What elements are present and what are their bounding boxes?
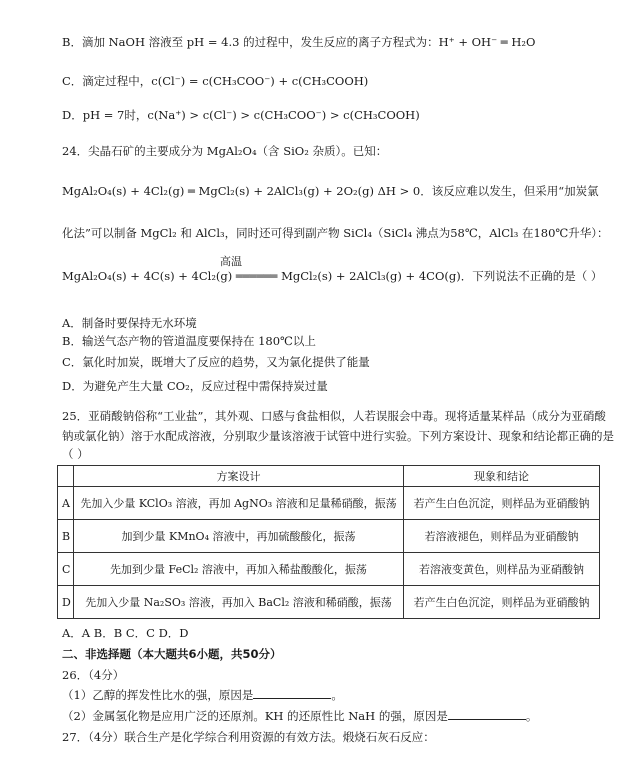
question-27-stem: 27．（4分）联合生产是化学综合利用资源的有效方法。煅烧石灰石反应： (62, 730, 435, 744)
question-25-line2: 钠或氯化钠）溶于水配成溶液，分别取少量该溶液于试管中进行实验。下列方案设计、现象和结论都正确的是 (62, 429, 614, 443)
answer-blank[interactable] (253, 687, 331, 699)
plan-cell: 加到少量 KMnO₄ 溶液中，再加硫酸酸化，振荡 (74, 520, 404, 553)
question-25-choice-bracket: （ ） (62, 447, 89, 461)
table-header-cell (58, 466, 74, 487)
row-label: B (58, 520, 74, 553)
question-26-part-2 (62, 708, 537, 724)
result-cell: 若产生白色沉淀，则样品为亚硝酸钠 (404, 586, 600, 619)
result-cell: 若产生白色沉淀，则样品为亚硝酸钠 (404, 487, 600, 520)
row-label: D (58, 586, 74, 619)
table-row (58, 487, 600, 520)
equation-1: MgAl₂O₄(s) + 4Cl₂(g) ═ MgCl₂(s) + 2AlCl₃(g) + 2O₂(g) ΔH > 0．该反应难以发生，但采用“加炭氯 (62, 184, 599, 198)
q24-option-b: B．输送气态产物的管道温度要保持在 180℃以上 (62, 334, 316, 348)
answer-blank[interactable] (448, 708, 526, 720)
result-cell: 若溶液褪色，则样品为亚硝酸钠 (404, 520, 600, 553)
part-2-text: （2）金属氢化物是应用广泛的还原剂。KH 的还原性比 NaH 的强，原因是 (62, 709, 448, 723)
table-row (58, 586, 600, 619)
q25-answer-options: A．A B．B C．C D．D (62, 626, 189, 640)
option-d-prev: D．pH = 7时，c(Na⁺) > c(Cl⁻) > c(CH₃COO⁻) > c(CH₃COOH) (62, 108, 420, 122)
table-header-cell: 方案设计 (74, 466, 404, 487)
question-25-line1: 25．亚硝酸钠俗称“工业盐”，其外观、口感与食盐相似，人若误服会中毒。现将适量某样品（成分为亚硝酸 (62, 409, 606, 423)
q24-option-c: C．氯化时加炭，既增大了反应的趋势，又为氯化提供了能量 (62, 355, 370, 369)
q24-option-d: D．为避免产生大量 CO₂，反应过程中需保持炭过量 (62, 379, 328, 393)
result-cell: 若溶液变黄色，则样品为亚硝酸钠 (404, 553, 600, 586)
condition-high-temp: 高温 (220, 255, 242, 268)
part-2-end: 。 (525, 709, 538, 723)
equation-2: MgAl₂O₄(s) + 4C(s) + 4Cl₂(g) ══════ MgCl₂(s) + 2AlCl₃(g) + 4CO(g)．下列说法不正确的是（ ） (62, 269, 603, 283)
equation-1-text: 化法”可以制备 MgCl₂ 和 AlCl₃，同时还可得到副产物 SiCl₄（SiCl₄ 沸点为58℃，AlCl₃ 在180℃升华）： (62, 226, 609, 240)
table-row (58, 520, 600, 553)
table-row (58, 553, 600, 586)
plan-cell: 先加入少量 KClO₃ 溶液，再加 AgNO₃ 溶液和足量稀硝酸，振荡 (74, 487, 404, 520)
question-26-stem: 26．（4分） (62, 668, 125, 682)
table-header-row (58, 466, 600, 487)
q24-option-a: A．制备时要保持无水环境 (62, 316, 197, 330)
part-1-text: （1）乙醇的挥发性比水的强，原因是 (62, 688, 254, 702)
part-1-end: 。 (331, 688, 343, 702)
plan-cell: 先加入少量 Na₂SO₃ 溶液，再加入 BaCl₂ 溶液和稀硝酸，振荡 (74, 586, 404, 619)
section-heading: 二、非选择题（本大题共6小题，共50分） (62, 647, 282, 661)
table-header-cell: 现象和结论 (404, 466, 600, 487)
option-b-prev: B．滴加 NaOH 溶液至 pH = 4.3 的过程中，发生反应的离子方程式为：H⁺ + OH⁻ ═ H₂O (62, 35, 536, 49)
question-24-stem: 24．尖晶石矿的主要成分为 MgAl₂O₄（含 SiO₂ 杂质）。已知： (62, 144, 388, 158)
option-c-prev: C．滴定过程中，c(Cl⁻) = c(CH₃COO⁻) + c(CH₃COOH) (62, 74, 369, 88)
row-label: A (58, 487, 74, 520)
experiment-table (57, 465, 600, 619)
row-label: C (58, 553, 74, 586)
question-26-part-1 (62, 687, 343, 703)
plan-cell: 先加到少量 FeCl₂ 溶液中，再加入稀盐酸酸化，振荡 (74, 553, 404, 586)
